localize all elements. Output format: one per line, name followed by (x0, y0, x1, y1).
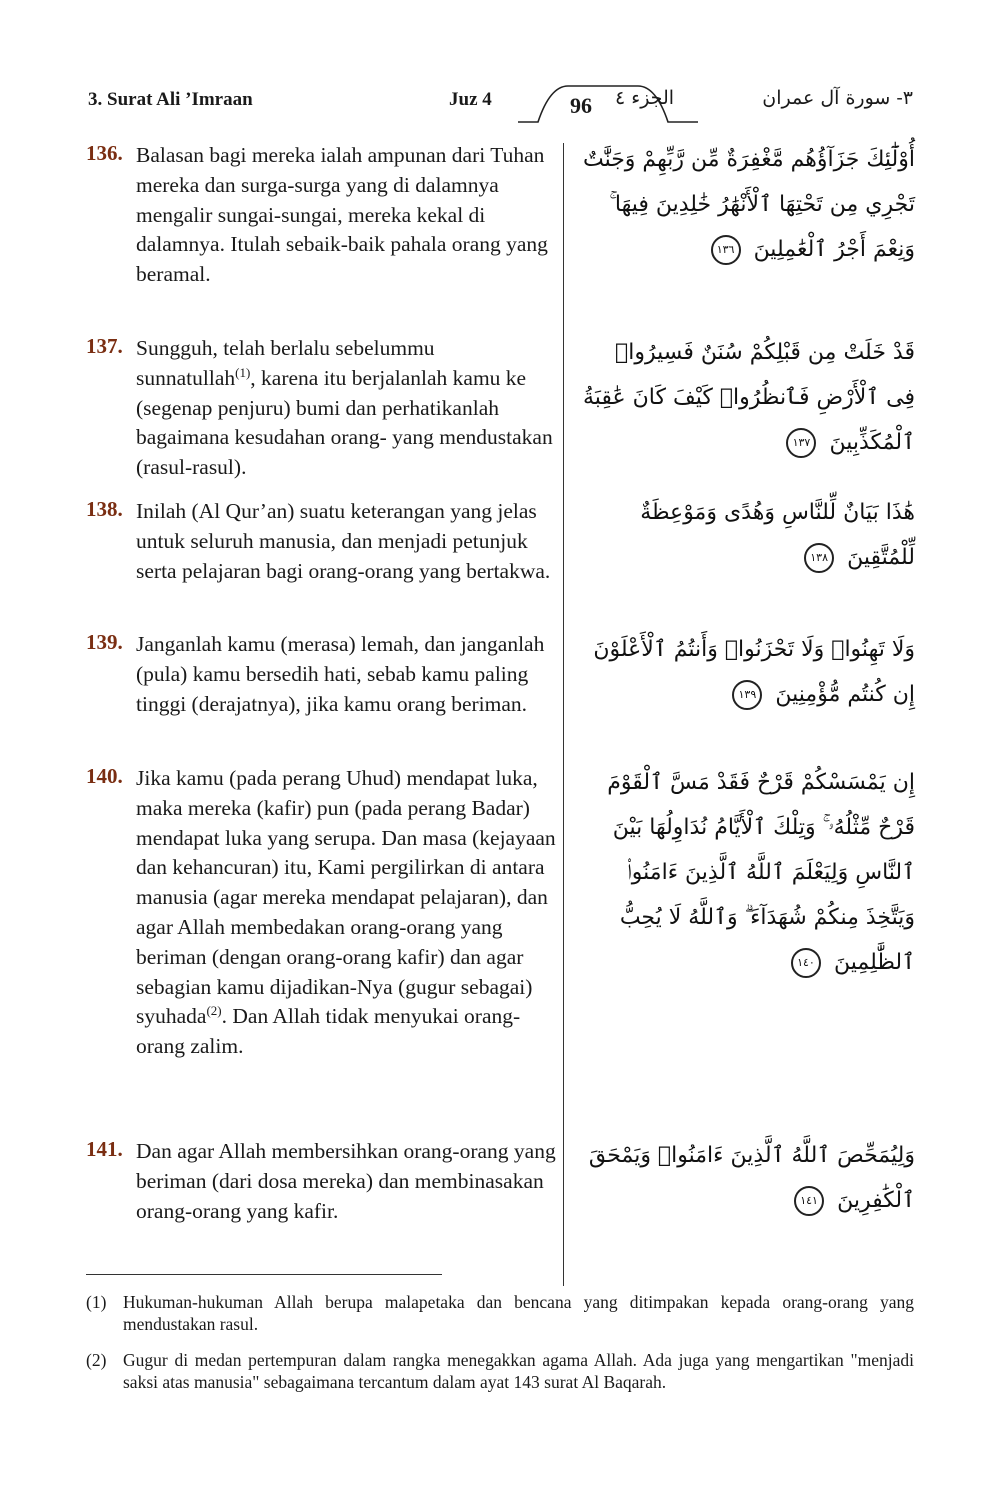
verse-140-translation (86, 764, 556, 1062)
verse-number: 141. (86, 1137, 123, 1161)
verse-text: Balasan bagi mereka ialah ampunan dari Tuhan mereka dan surga-surga yang di dalamnya mengalir sungai-sungai, mereka kekal di dalamnya. Itulah sebaik-baik pahala orang yang beramal. (136, 143, 548, 287)
arabic-text: وَلَا تَهِنُوا۟ وَلَا تَحْزَنُوا۟ وَأَنتُمُ ٱلْأَعْلَوْنَ إِن كُنتُم مُّؤْمِنِينَ (593, 637, 915, 707)
verse-140-arabic (580, 760, 915, 985)
page-number: 96 (570, 93, 592, 118)
verse-text: Dan agar Allah membersihkan orang-orang yang beriman (dari dosa mereka) dan membinasakan orang-orang yang kafir. (136, 1139, 556, 1223)
verse-139-translation (86, 630, 556, 719)
ayah-end-marker-icon: ١٣٧ (786, 428, 816, 458)
verse-number: 137. (86, 334, 123, 358)
footnote-text: Gugur di medan pertempuran dalam rangka menegakkan agama Allah. Ada juga yang mengartikan "menjadi saksi atas manusia" sebagaimana tercantum dalam ayat 143 surat Al Baqarah. (123, 1350, 914, 1392)
verse-141-translation (86, 1137, 556, 1226)
verse-141-arabic (580, 1133, 915, 1223)
footnote-number: (1) (86, 1292, 107, 1312)
footnote-1 (86, 1291, 914, 1335)
verse-138-arabic (580, 490, 915, 580)
footnote-text: Hukuman-hukuman Allah berupa malapetaka dan bencana yang ditimpakan kepada orang-orang yang mendustakan rasul. (123, 1292, 914, 1334)
arabic-text: قَدْ خَلَتْ مِن قَبْلِكُمْ سُنَنٌ فَسِيرُوا۟ فِى ٱلْأَرْضِ فَٱنظُرُوا۟ كَيْفَ كَانَ عَٰقِبَةُ ٱلْمُكَذِّبِينَ (582, 340, 915, 455)
surah-title-arabic: ٣- سورة آل عمران (762, 87, 913, 109)
arabic-text: إِن يَمْسَسْكُمْ قَرْحٌ فَقَدْ مَسَّ ٱلْقَوْمَ قَرْحٌ مِّثْلُهُۥ ۚ وَتِلْكَ ٱلْأَيَّامُ نُدَاوِلُهَا بَيْنَ ٱلنَّاسِ وَلِيَعْلَمَ ٱللَّهُ ٱلَّذِينَ ءَامَنُوا۟ وَيَتَّخِذَ مِنكُمْ شُهَدَآءَ ۗ وَٱللَّهُ لَا يُحِبُّ ٱلظَّٰلِمِينَ (607, 770, 915, 975)
footnote-2 (86, 1349, 914, 1393)
verse-138-translation (86, 497, 556, 586)
ayah-end-marker-icon: ١٣٩ (732, 680, 762, 710)
arabic-text: هَٰذَا بَيَانٌ لِّلنَّاسِ وَهُدًى وَمَوْعِظَةٌ لِّلْمُتَّقِينَ (640, 500, 915, 570)
footnote-rule (86, 1274, 442, 1275)
verse-number: 139. (86, 630, 123, 654)
arabic-text: أُوْلَٰٓئِكَ جَزَآؤُهُم مَّغْفِرَةٌ مِّن رَّبِّهِمْ وَجَنَّٰتٌ تَجْرِي مِن تَحْتِهَا ٱلْأَنْهَٰرُ خَٰلِدِينَ فِيهَا ۚ وَنِعْمَ أَجْرُ ٱلْعَٰمِلِينَ (582, 147, 915, 262)
ayah-end-marker-icon: ١٤١ (794, 1186, 824, 1216)
footnote-number: (2) (86, 1350, 107, 1370)
surah-title-latin: 3. Surat Ali ’Imraan (88, 89, 253, 110)
ayah-end-marker-icon: ١٤٠ (791, 948, 821, 978)
verse-number: 140. (86, 764, 123, 788)
ayah-end-marker-icon: ١٣٨ (804, 543, 834, 573)
verse-text: Inilah (Al Qur’an) suatu keterangan yang jelas untuk seluruh manusia, dan menjadi petunjuk serta pelajaran bagi orang-orang yang bertakwa. (136, 499, 551, 583)
verse-137-translation (86, 334, 556, 483)
verse-text: Sungguh, telah berlalu sebelummu sunnatullah$^{(1)}$, karena itu berjalanlah kamu ke (segenap penjuru) bumi dan perhatikanlah bagaimana kesudahan orang- yang mendustakan (rasul-rasul). (136, 336, 553, 480)
verse-137-arabic (580, 330, 915, 465)
verse-136-translation (86, 141, 556, 290)
juz-label-latin: Juz 4 (449, 89, 492, 110)
arabic-text: وَلِيُمَحِّصَ ٱللَّهُ ٱلَّذِينَ ءَامَنُوا۟ وَيَمْحَقَ ٱلْكَٰفِرِينَ (588, 1143, 915, 1213)
verse-number: 136. (86, 141, 123, 165)
verse-139-arabic (580, 627, 915, 717)
verse-text: Jika kamu (pada perang Uhud) mendapat luka, maka mereka (kafir) pun (pada perang Badar) mendapat luka yang serupa. Dan masa (kejayaan dan kehancuran) itu, Kami pergilirkan di antara manusia (agar mereka mendapat pelajaran), dan agar Allah membedakan orang-orang yang beriman (dengan orang-orang kafir) dan agar sebagian kamu dijadikan-Nya (gugur sebagai) syuhada$^{(2)}$. Dan Allah tidak menyukai orang-orang zalim. (136, 766, 556, 1059)
verse-text: Janganlah kamu (merasa) lemah, dan janganlah (pula) kamu bersedih hati, sebab kamu paling tinggi (derajatnya), jika kamu orang beriman. (136, 632, 545, 716)
footnote-ref[interactable]: (2) (206, 1003, 222, 1019)
juz-label-arabic: الجزء ٤ (615, 87, 675, 109)
verse-number: 138. (86, 497, 123, 521)
footnote-ref[interactable]: (1) (235, 364, 251, 380)
ayah-end-marker-icon: ١٣٦ (711, 235, 741, 265)
page-header (88, 86, 913, 126)
column-divider (563, 143, 564, 1286)
verse-136-arabic (580, 137, 915, 272)
